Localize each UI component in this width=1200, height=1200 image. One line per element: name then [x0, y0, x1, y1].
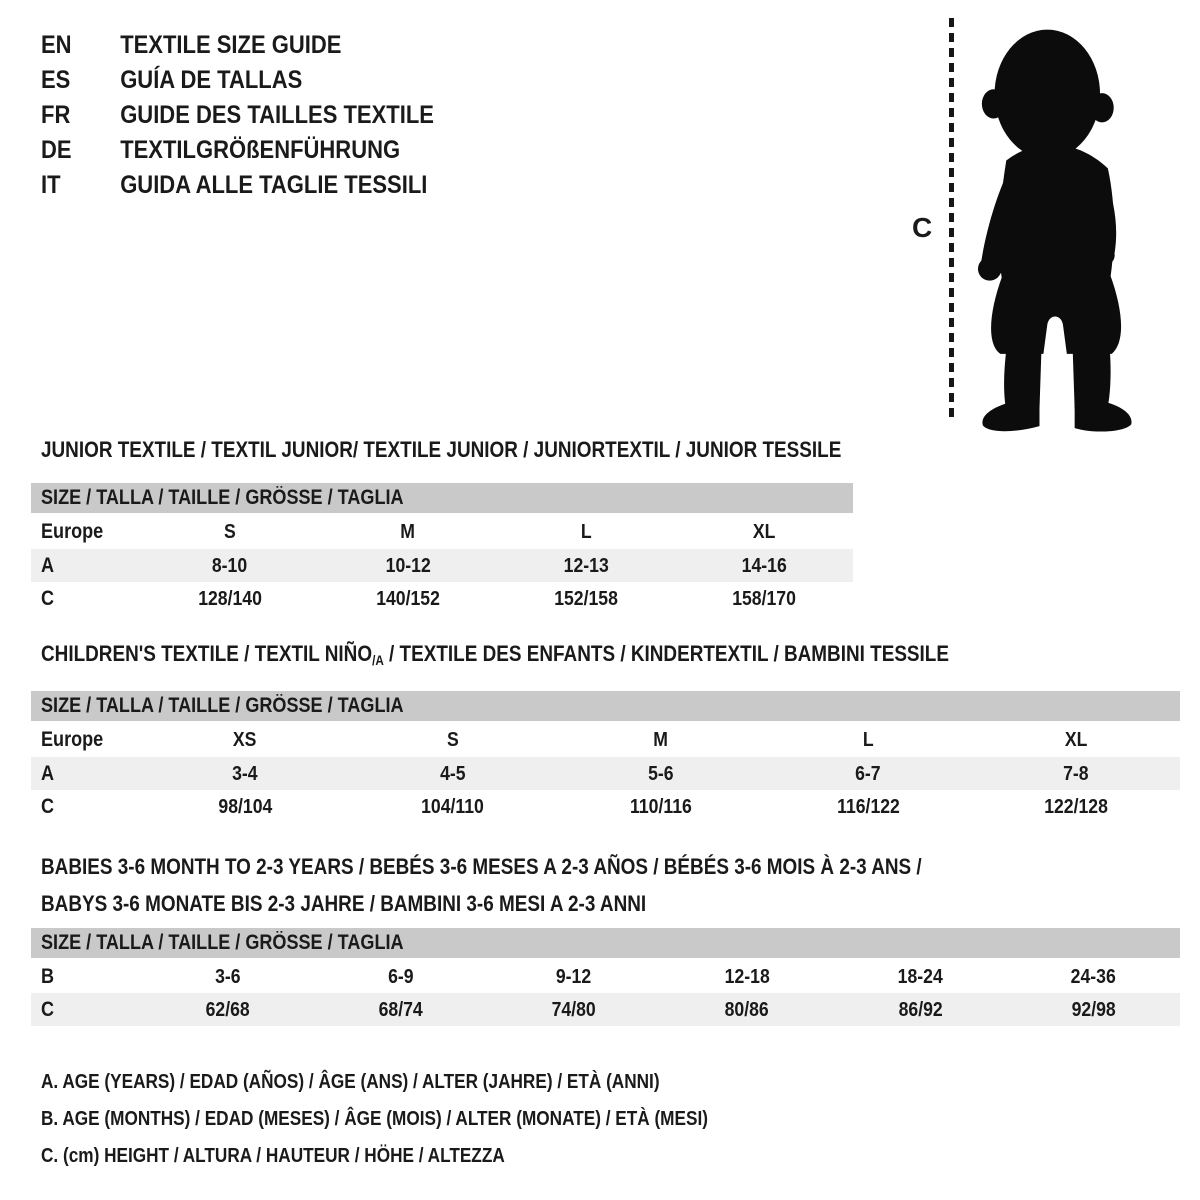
- value-cell: 10-12: [385, 553, 431, 577]
- value-cell: 86/92: [898, 997, 943, 1021]
- size-cell: S: [224, 520, 236, 543]
- value-cell: 110/116: [629, 794, 692, 818]
- table-row-height: [31, 993, 1180, 1026]
- lang-title: GUIDE DES TAILLES TEXTILE: [120, 101, 434, 129]
- value-cell: 12-13: [563, 553, 609, 577]
- size-header-bar: [31, 691, 1180, 721]
- size-cell: M: [653, 728, 668, 751]
- row-label: C: [41, 586, 55, 610]
- table-row-height: [31, 790, 1180, 823]
- value-cell: 122/128: [1044, 794, 1108, 818]
- lang-code: IT: [41, 171, 61, 199]
- size-header-bar: [31, 483, 853, 513]
- table-row-months: [31, 960, 1180, 993]
- value-cell: 18-24: [897, 964, 943, 988]
- legend-line-b: B. AGE (MONTHS) / EDAD (MESES) / ÂGE (MOIS) / ALTER (MONATE) / ETÀ (MESI): [41, 1108, 708, 1130]
- row-label: Europe: [41, 520, 104, 543]
- nino-a-subscript: /A: [372, 652, 384, 668]
- value-cell: 14-16: [741, 553, 787, 577]
- size-cell: M: [400, 520, 416, 543]
- value-cell: 12-18: [724, 964, 770, 988]
- value-cell: 152/158: [554, 586, 618, 610]
- value-cell: 5-6: [647, 761, 674, 785]
- height-measure-dashed-line: [949, 18, 954, 418]
- row-label: A: [41, 761, 55, 785]
- value-cell: 140/152: [376, 586, 440, 610]
- table-row-age: [31, 757, 1180, 790]
- lang-code: EN: [41, 31, 72, 59]
- size-header-label: SIZE / TALLA / TAILLE / GRÖSSE / TAGLIA: [41, 486, 404, 509]
- lang-code: FR: [41, 101, 71, 129]
- size-header-label: SIZE / TALLA / TAILLE / GRÖSSE / TAGLIA: [41, 694, 404, 717]
- value-cell: 80/86: [725, 997, 770, 1021]
- value-cell: 4-5: [439, 761, 466, 785]
- legend-line-a: A. AGE (YEARS) / EDAD (AÑOS) / ÂGE (ANS) / ALTER (JAHRE) / ETÀ (ANNI): [41, 1071, 660, 1093]
- junior-section-title: JUNIOR TEXTILE / TEXTIL JUNIOR/ TEXTILE JUNIOR / JUNIORTEXTIL / JUNIOR TESSILE: [41, 437, 842, 462]
- lang-title: TEXTILE SIZE GUIDE: [120, 31, 342, 59]
- value-cell: 74/80: [551, 997, 596, 1021]
- lang-row-de: [41, 133, 434, 168]
- size-header-label: SIZE / TALLA / TAILLE / GRÖSSE / TAGLIA: [41, 931, 404, 954]
- babies-section-title: BABIES 3-6 MONTH TO 2-3 YEARS / BEBÉS 3-6 MESES A 2-3 AÑOS / BÉBÉS 3-6 MOIS À 2-3 ANS / BABYS 3-6 MONATE BIS 2-3 JAHRE / BAMBINI 3-6 MESI A 2-3 ANNI: [41, 854, 922, 916]
- lang-title: GUÍA DE TALLAS: [120, 66, 303, 94]
- measure-legend: [41, 1064, 817, 1175]
- table-row-europe: [31, 723, 1180, 757]
- lang-row-en: [41, 28, 434, 63]
- row-label: Europe: [41, 728, 104, 751]
- table-row-height: [31, 582, 853, 615]
- value-cell: 3-6: [214, 964, 241, 988]
- value-cell: 7-8: [1063, 761, 1089, 785]
- size-cell: XL: [1064, 728, 1088, 751]
- toddler-silhouette-icon: [957, 14, 1163, 434]
- size-cell: L: [862, 728, 874, 751]
- lang-code: DE: [41, 136, 72, 164]
- children-section-title: CHILDREN'S TEXTILE / TEXTIL NIÑO/A / TEXTILE DES ENFANTS / KINDERTEXTIL / BAMBINI TESSILE: [41, 641, 949, 668]
- row-label: A: [41, 553, 55, 577]
- value-cell: 158/170: [732, 586, 796, 610]
- babies-size-table: [31, 928, 1180, 1026]
- lang-row-it: [41, 168, 434, 203]
- value-cell: 8-10: [212, 553, 248, 577]
- size-cell: XL: [752, 520, 776, 543]
- value-cell: 9-12: [556, 964, 592, 988]
- junior-size-table: [31, 483, 853, 615]
- row-label: B: [41, 964, 55, 988]
- value-cell: 92/98: [1071, 997, 1116, 1021]
- legend-line-c: C. (cm) HEIGHT / ALTURA / HAUTEUR / HÖHE / ALTEZZA: [41, 1145, 505, 1167]
- value-cell: 6-9: [387, 964, 414, 988]
- size-header-bar: [31, 928, 1180, 958]
- lang-row-es: [41, 63, 434, 98]
- value-cell: 128/140: [198, 586, 262, 610]
- value-cell: 62/68: [205, 997, 250, 1021]
- value-cell: 6-7: [855, 761, 882, 785]
- value-cell: 3-4: [232, 761, 258, 785]
- value-cell: 24-36: [1070, 964, 1116, 988]
- value-cell: 68/74: [378, 997, 423, 1021]
- children-size-table: [31, 691, 1180, 823]
- lang-row-fr: [41, 98, 434, 133]
- height-measure-label: C: [912, 212, 933, 243]
- language-title-list: [41, 28, 488, 203]
- size-cell: S: [446, 728, 459, 751]
- lang-code: ES: [41, 66, 71, 94]
- lang-title: TEXTILGRÖßENFÜHRUNG: [120, 136, 401, 164]
- size-cell: L: [580, 520, 592, 543]
- value-cell: 116/122: [836, 794, 900, 818]
- lang-title: GUIDA ALLE TAGLIE TESSILI: [120, 171, 428, 199]
- table-row-age: [31, 549, 853, 582]
- size-cell: XS: [233, 728, 257, 751]
- value-cell: 98/104: [217, 794, 272, 818]
- row-label: C: [41, 997, 55, 1021]
- value-cell: 104/110: [421, 794, 485, 818]
- row-label: C: [41, 794, 55, 818]
- table-row-europe: [31, 515, 853, 549]
